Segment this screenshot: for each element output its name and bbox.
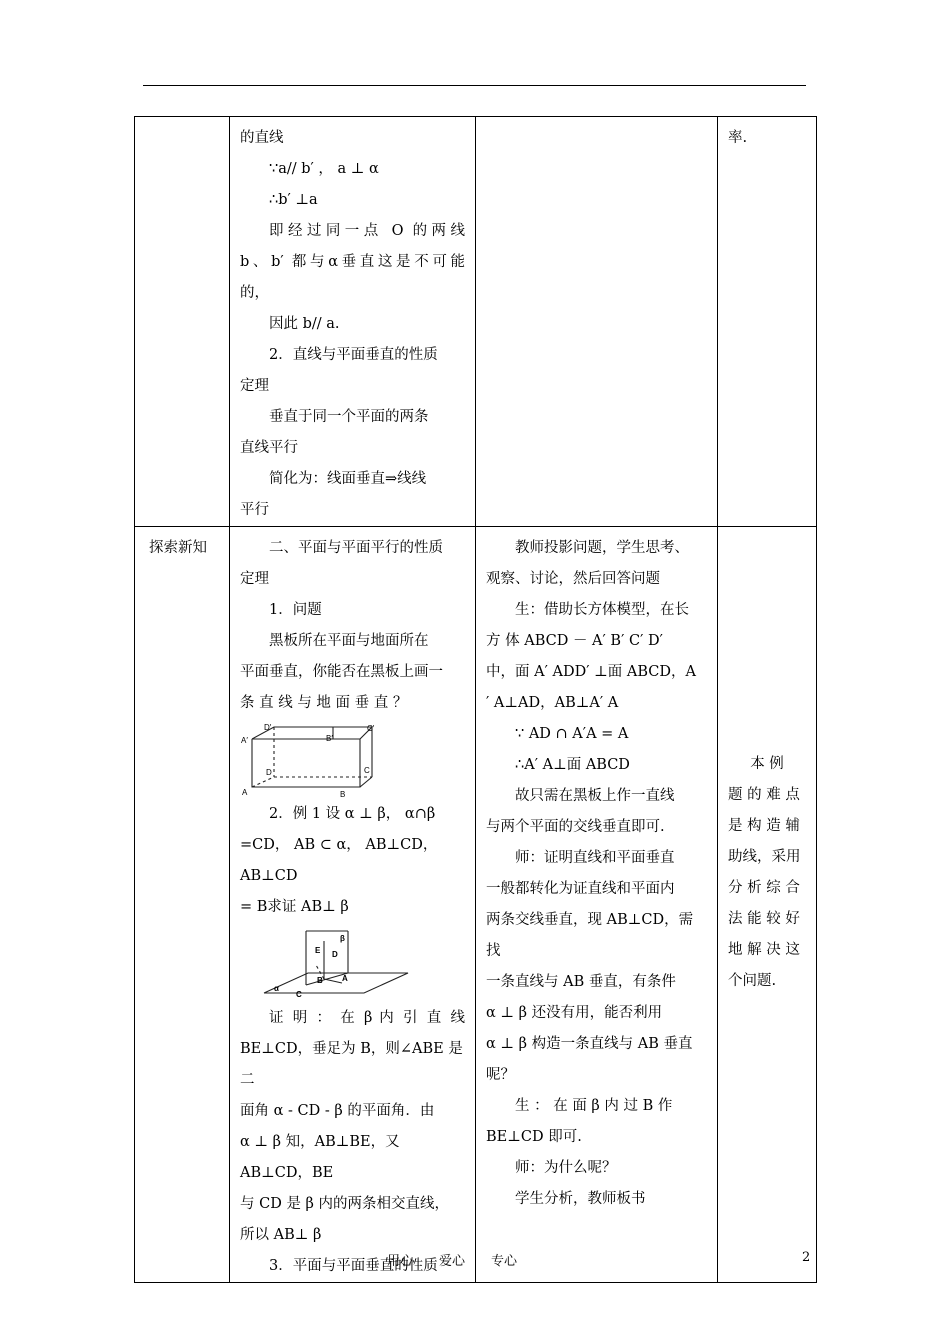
proof-line: 面角 α - CD - β 的平面角．由 bbox=[240, 1103, 435, 1119]
text-line: 学生分析，教师板书 bbox=[515, 1191, 646, 1207]
note-line: 是 构 造 辅 bbox=[728, 818, 800, 834]
text-line: 生：借助长方体模型，在长 bbox=[515, 602, 689, 618]
text-line: ∵ AD ∩ A′A = A bbox=[515, 726, 629, 742]
fig-label: A′ bbox=[241, 736, 248, 745]
example-line: =CD， AB ⊂ α， AB⊥CD，AB⊥CD bbox=[240, 837, 438, 884]
text-line: ∴b′ ⊥a bbox=[269, 192, 318, 208]
content-cell bbox=[230, 527, 476, 1283]
text-line: 定理 bbox=[240, 378, 269, 394]
example-line: = B求证 AB⊥ β bbox=[240, 899, 349, 915]
note-line: 法 能 较 好 bbox=[728, 911, 800, 927]
text-line: 条 直 线 与 地 面 垂 直 ？ bbox=[240, 695, 408, 711]
item-title: 3．平面与平面垂直的性质 bbox=[269, 1258, 438, 1274]
text-line: 垂直于同一个平面的两条 bbox=[269, 409, 429, 425]
text-line: 因此 b// a. bbox=[269, 316, 340, 332]
stage-cell bbox=[135, 527, 230, 1283]
text-line: 师：为什么呢？ bbox=[515, 1160, 617, 1176]
note-line: 分 析 综 合 bbox=[728, 880, 800, 896]
note-text: 率. bbox=[728, 130, 748, 146]
text-line: α ⊥ β 还没有用，能否利用 bbox=[486, 1005, 663, 1021]
text-line: 中，面 A′ ADD′ ⊥面 ABCD，A bbox=[486, 664, 696, 680]
text-line: 呢？ bbox=[486, 1067, 515, 1083]
note-line: 本 例 bbox=[750, 756, 784, 772]
text-line: 直线平行 bbox=[240, 440, 298, 456]
text-line: 两条交线垂直，现 AB⊥CD，需找 bbox=[486, 912, 694, 959]
notes-cell bbox=[718, 527, 817, 1283]
text-line: 教师投影问题，学生思考、 bbox=[515, 540, 689, 556]
text-line: b、b′ 都与α垂直这是不可能 bbox=[240, 254, 465, 270]
text-line: 观察、讨论，然后回答问题 bbox=[486, 571, 660, 587]
fig-label: B′ bbox=[326, 734, 333, 743]
proof-line: 与 CD 是 β 内的两条相交直线， bbox=[240, 1196, 450, 1212]
fig-label: C bbox=[364, 766, 370, 775]
fig-label: A bbox=[342, 974, 348, 983]
activity-cell bbox=[476, 527, 718, 1283]
text-line: 一般都转化为证直线和平面内 bbox=[486, 881, 675, 897]
text-line: 的直线 bbox=[240, 130, 284, 146]
row1-activity-cell bbox=[476, 117, 718, 527]
fig-label: A bbox=[242, 788, 248, 797]
proof-line: BE⊥CD，垂足为 B，则∠ABE 是二 bbox=[240, 1041, 463, 1088]
text-line: 方 体 ABCD － A′ B′ C′ D′ bbox=[486, 633, 663, 649]
fig-label: B bbox=[317, 976, 323, 985]
text-line: 生 ： 在 面 β 内 过 B 作 bbox=[515, 1098, 673, 1114]
table-row-explore bbox=[135, 527, 817, 1283]
section-heading: 二、平面与平面平行的性质 bbox=[269, 540, 443, 556]
text-line: BE⊥CD 即可. bbox=[486, 1129, 582, 1145]
proof-line: 所以 AB⊥ β bbox=[240, 1227, 322, 1243]
cuboid-figure bbox=[240, 723, 380, 799]
example-line: 2．例 1 设 α ⊥ β， α∩β bbox=[269, 806, 436, 822]
text-line: 简化为：线面垂直⇒线线 bbox=[269, 471, 427, 487]
row1-content-cell bbox=[230, 117, 476, 527]
text-line: 2．直线与平面垂直的性质 bbox=[269, 347, 438, 363]
text-line: ∵a// b′ ， a ⊥ α bbox=[269, 161, 379, 177]
text-line: 一条直线与 AB 垂直，有条件 bbox=[486, 974, 676, 990]
perpendicular-planes-figure bbox=[262, 925, 412, 999]
lesson-table bbox=[134, 116, 817, 1283]
text-line: ′ A⊥AD，AB⊥A′ A bbox=[486, 695, 619, 711]
note-line: 地 解 决 这 bbox=[728, 942, 800, 958]
note-line: 个问题. bbox=[728, 973, 777, 989]
item-title: 1．问题 bbox=[269, 602, 322, 618]
table-row-continuation bbox=[135, 117, 817, 527]
footer-motto: 用心 爱心 专心 bbox=[387, 1254, 518, 1269]
fig-label: D bbox=[332, 950, 338, 959]
page-number: 2 bbox=[802, 1250, 811, 1265]
fig-label: α bbox=[274, 984, 279, 993]
stage-label: 探索新知 bbox=[149, 540, 207, 556]
row1-notes-cell bbox=[718, 117, 817, 527]
section-heading: 定理 bbox=[240, 571, 269, 587]
text-line: 平行 bbox=[240, 502, 269, 518]
text-line: 师：证明直线和平面垂直 bbox=[515, 850, 675, 866]
proof-line: α ⊥ β 知，AB⊥BE，又 AB⊥CD，BE bbox=[240, 1134, 400, 1181]
text-line: 平面垂直，你能否在黑板上画一 bbox=[240, 664, 443, 680]
row1-stage-cell bbox=[135, 117, 230, 527]
note-line: 助线，采用 bbox=[728, 849, 801, 865]
text-line: 的， bbox=[240, 285, 269, 301]
fig-label: C bbox=[296, 990, 302, 999]
text-line: α ⊥ β 构造一条直线与 AB 垂直 bbox=[486, 1036, 693, 1052]
fig-label: C′ bbox=[367, 724, 375, 733]
fig-label: D bbox=[266, 768, 272, 777]
fig-label: B bbox=[340, 790, 346, 799]
text-line: 与两个平面的交线垂直即可. bbox=[486, 819, 665, 835]
text-line: 即经过同一点 O 的两线 bbox=[269, 223, 465, 239]
fig-label: D′ bbox=[264, 723, 272, 732]
header-rule bbox=[143, 85, 806, 86]
fig-label: E bbox=[315, 946, 321, 955]
proof-line: 证 明 ： 在 β 内 引 直 线 bbox=[269, 1010, 465, 1026]
text-line: ∴A′ A⊥面 ABCD bbox=[515, 757, 630, 773]
note-line: 题 的 难 点 bbox=[728, 787, 800, 803]
text-line: 黑板所在平面与地面所在 bbox=[269, 633, 429, 649]
fig-label: β bbox=[340, 934, 345, 943]
text-line: 故只需在黑板上作一直线 bbox=[515, 788, 675, 804]
